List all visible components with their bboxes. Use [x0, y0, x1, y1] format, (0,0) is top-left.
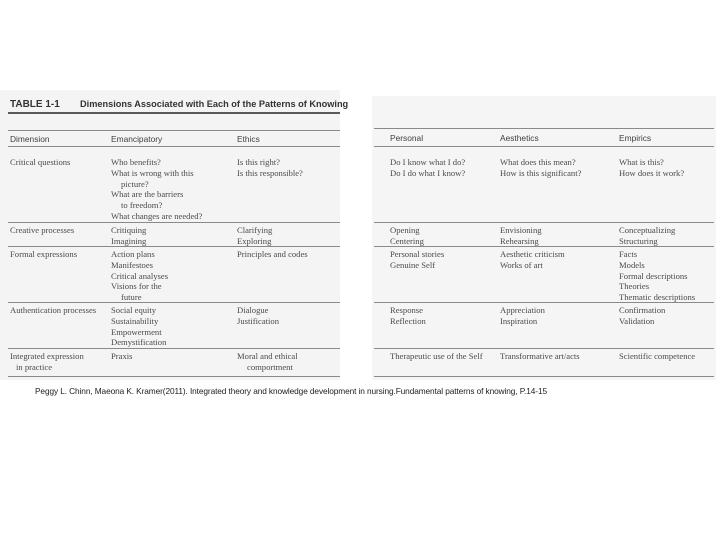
table-cell-text: Facts	[619, 249, 638, 259]
table-cell-text: Sustainability	[111, 315, 159, 326]
table-cell-text: picture?	[121, 178, 149, 189]
table-cell-text: comportment	[247, 361, 293, 372]
table-cell-text: Imagining	[111, 235, 147, 246]
table-cell-text: Personal stories	[390, 249, 445, 259]
table-cell-text: Works of art	[500, 259, 543, 270]
table-cell-text: Principles and codes	[237, 249, 308, 259]
table-title: Dimensions Associated with Each of the Patterns of Knowing	[80, 99, 349, 109]
table-cell-text: Clarifying	[237, 225, 273, 235]
column-header: Dimension	[10, 134, 50, 144]
table-cell-text: Rehearsing	[500, 235, 539, 246]
table-cell-text: What changes are needed?	[111, 211, 203, 221]
title-rule-left	[8, 112, 340, 114]
table-cell-text: Action plans	[111, 249, 155, 259]
table-cell-text: Creative processes	[10, 225, 75, 235]
table-cell-text: future	[121, 292, 142, 303]
table-cell-text: Justification	[237, 315, 280, 326]
table-cell-text: Manifestoes	[111, 259, 154, 270]
table-cell-text: Moral and ethical	[237, 351, 298, 361]
row-separator-left	[8, 246, 340, 247]
table-cell-text: Visions for the	[111, 281, 162, 292]
table-cell-text: Praxis	[111, 351, 133, 361]
row-separator-right	[374, 246, 714, 247]
table-cell-text: Who benefits?	[111, 157, 161, 167]
row-separator-right	[374, 348, 714, 349]
row-separator-left	[8, 302, 340, 303]
table-cell-text: Authentication processes	[10, 305, 97, 315]
table-bottom-rule-right	[374, 376, 714, 377]
table-cell-text: Empowerment	[111, 326, 162, 337]
table-cell-text: Models	[619, 259, 645, 270]
table-cell-text: Opening	[390, 225, 420, 235]
column-header: Empirics	[619, 133, 652, 143]
table-bottom-rule-left	[8, 376, 340, 377]
table-cell-text: Structuring	[619, 235, 658, 246]
header-bottom-rule-left	[8, 146, 340, 147]
table-cell-text: Centering	[390, 235, 424, 246]
table-cell-text: How does it work?	[619, 167, 685, 178]
table-cell-text: Is this right?	[237, 157, 280, 167]
table-cell-text: Validation	[619, 315, 655, 326]
table-cell-text: Formal expressions	[10, 249, 78, 259]
table-cell-text: Thematic descriptions	[619, 292, 696, 303]
table-cell-text: Demystification	[111, 337, 167, 348]
table-cell-text: Theories	[619, 281, 650, 292]
column-header: Aesthetics	[500, 133, 539, 143]
table-cell-text: Conceptualizing	[619, 225, 676, 235]
header-top-rule-left	[8, 130, 340, 131]
table-cell-text: Therapeutic use of the Self	[390, 351, 483, 361]
table-cell-text: Response	[390, 305, 423, 315]
table-cell-text: What is wrong with this	[111, 167, 194, 178]
column-header: Personal	[390, 133, 424, 143]
table-cell-text: Do I know what I do?	[390, 157, 466, 167]
table-cell-text: Confirmation	[619, 305, 666, 315]
table-cell-text: Critical analyses	[111, 270, 169, 281]
table-cell-text: What are the barriers	[111, 189, 184, 200]
header-top-rule-right	[374, 128, 714, 129]
citation: Peggy L. Chinn, Maeona K. Kramer(2011). Integrated theory and knowledge development in nursing.Fundamental patterns of knowing, P.14-15	[35, 386, 547, 396]
table-cell-text: Do I do what I know?	[390, 167, 466, 178]
table-cell-text: Is this responsible?	[237, 167, 303, 178]
table-cell-text: What is this?	[619, 157, 664, 167]
row-separator-left	[8, 348, 340, 349]
table-cell-text: Aesthetic criticism	[500, 249, 565, 259]
row-separator-right	[374, 222, 714, 223]
row-separator-left	[8, 222, 340, 223]
column-header: Ethics	[237, 134, 260, 144]
table-cell-text: to freedom?	[121, 200, 163, 211]
table-cell-text: Envisioning	[500, 225, 542, 235]
column-header: Emancipatory	[111, 134, 163, 144]
table-cell-text: Integrated expression	[10, 351, 84, 361]
table-label: TABLE 1-1	[10, 99, 60, 110]
table-cell-text: Critiquing	[111, 225, 147, 235]
table-cell-text: Dialogue	[237, 305, 269, 315]
table-cell-text: Reflection	[390, 315, 426, 326]
table-cell-text: Inspiration	[500, 315, 538, 326]
table-cell-text: Exploring	[237, 235, 272, 246]
table-cell-text: What does this mean?	[500, 157, 576, 167]
table-cell-text: Scientific competence	[619, 351, 696, 361]
table-cell-text: Formal descriptions	[619, 270, 688, 281]
table-cell-text: Genuine Self	[390, 259, 436, 270]
table-cell-text: Critical questions	[10, 157, 71, 167]
table-cell-text: in practice	[16, 361, 53, 372]
table-cell-text: Social equity	[111, 305, 157, 315]
table-cell-text: Appreciation	[500, 305, 545, 315]
table-cell-text: Transformative art/acts	[500, 351, 580, 361]
table-cell-text: How is this significant?	[500, 167, 582, 178]
header-bottom-rule-right	[374, 146, 714, 147]
